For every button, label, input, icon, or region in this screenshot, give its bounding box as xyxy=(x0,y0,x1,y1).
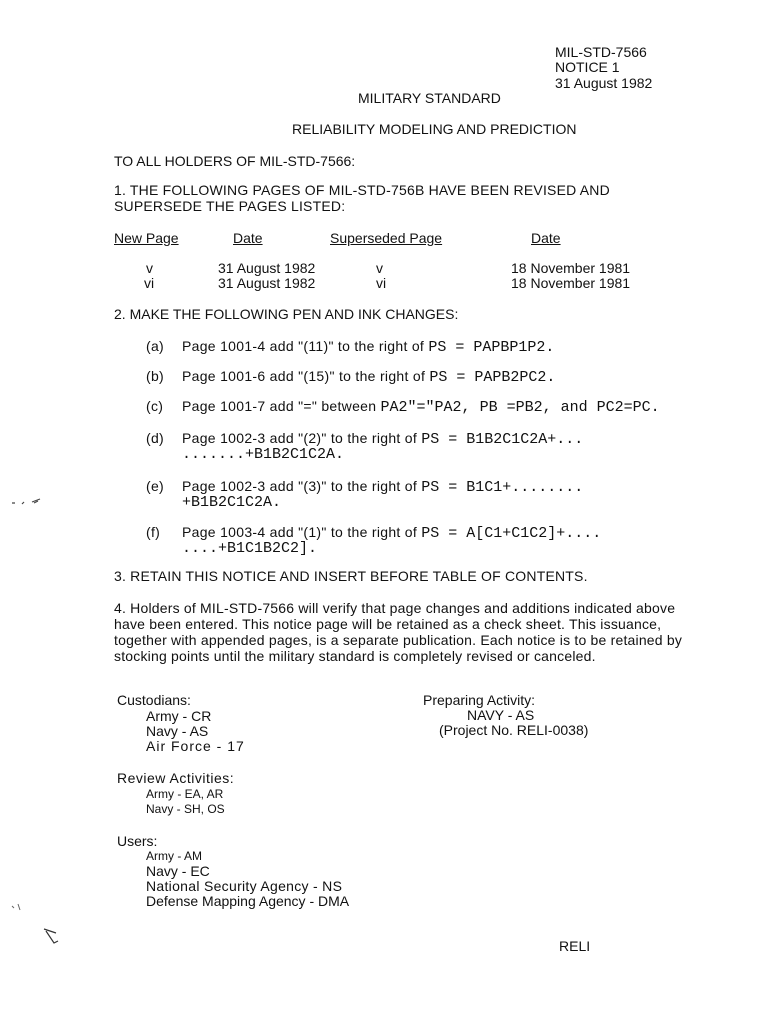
review-activities-heading: Review Activities: xyxy=(117,770,235,786)
users-heading: Users: xyxy=(117,833,158,849)
review-activity-item: Army - EA, AR xyxy=(146,787,224,801)
change-formula: PS = A[C1+C1C2]+.... xyxy=(421,525,602,542)
user-item: Navy - EC xyxy=(146,863,210,879)
change-formula-continued: ....+B1C1B2C2]. xyxy=(182,540,318,557)
change-text: Page 1002-3 add "(2)" to the right of xyxy=(182,430,422,446)
change-label: (d) xyxy=(146,430,165,446)
scan-speck xyxy=(10,495,44,509)
table-header-superseded-page: Superseded Page xyxy=(330,230,443,246)
salutation: TO ALL HOLDERS OF MIL-STD-7566: xyxy=(114,153,356,169)
scan-speck xyxy=(10,900,30,914)
document-id: MIL-STD-7566 xyxy=(555,44,647,60)
user-item: Army - AM xyxy=(146,849,202,863)
table-header-new-page: New Page xyxy=(114,230,179,246)
change-item-b xyxy=(146,368,555,386)
table-cell: 18 November 1981 xyxy=(511,275,631,291)
notice-number: NOTICE 1 xyxy=(555,59,620,75)
change-label: (e) xyxy=(146,478,165,494)
table-cell: vi xyxy=(144,275,155,291)
change-formula: PS = PAPBP1P2. xyxy=(428,339,555,356)
change-label: (b) xyxy=(146,368,165,384)
user-item: Defense Mapping Agency - DMA xyxy=(146,893,350,909)
change-text: Page 1001-6 add "(15)" to the right of xyxy=(182,368,430,384)
change-formula: PA2"="PA2, PB =PB2, and PC2=PC. xyxy=(380,399,660,416)
notice-date: 31 August 1982 xyxy=(555,75,653,91)
change-formula-continued: +B1B2C1C2A. xyxy=(182,494,282,511)
user-item: National Security Agency - NS xyxy=(146,878,343,894)
table-cell: 18 November 1981 xyxy=(511,260,631,276)
change-label: (a) xyxy=(146,338,165,354)
custodians-heading: Custodians: xyxy=(117,692,191,708)
change-formula: PS = PAPB2PC2. xyxy=(429,369,556,386)
table-cell: 31 August 1982 xyxy=(218,260,316,276)
paragraph-2: 2. MAKE THE FOLLOWING PEN AND INK CHANGES: xyxy=(114,306,459,322)
table-cell: vi xyxy=(376,275,387,291)
scan-speck xyxy=(40,925,64,949)
table-header-date: Date xyxy=(233,230,263,246)
page-subtitle: RELIABILITY MODELING AND PREDICTION xyxy=(292,121,577,137)
change-label: (c) xyxy=(146,398,164,414)
page-title: MILITARY STANDARD xyxy=(358,90,501,106)
change-text: Page 1001-4 add "(11)" to the right of xyxy=(182,338,429,354)
change-formula: PS = B1C1+........ xyxy=(421,479,584,496)
table-cell: v xyxy=(146,260,153,276)
custodian-item: Navy - AS xyxy=(146,723,209,739)
custodian-item: Army - CR xyxy=(146,708,212,724)
preparing-activity-item: NAVY - AS xyxy=(467,707,535,723)
change-label: (f) xyxy=(146,524,161,540)
change-text: Page 1002-3 add "(3)" to the right of xyxy=(182,478,422,494)
paragraph-4: 4. Holders of MIL-STD-7566 will verify that page changes and additions indicated above have been entered. This notice page will be retained as a check sheet. This issuance, together with appended pages, is a separate publication. Each notice is to be retained by stocking points until the military standard is completely revised or canceled. xyxy=(114,600,683,664)
page-footer-code: RELI xyxy=(559,938,591,954)
paragraph-1: 1. THE FOLLOWING PAGES OF MIL-STD-756B HAVE BEEN REVISED AND SUPERSEDE THE PAGES LISTED: xyxy=(114,182,610,214)
change-formula-continued: .......+B1B2C1C2A. xyxy=(182,446,345,463)
paragraph-3: 3. RETAIN THIS NOTICE AND INSERT BEFORE TABLE OF CONTENTS. xyxy=(114,568,588,584)
change-formula: PS = B1B2C1C2A+... xyxy=(421,431,584,448)
preparing-activity-item: (Project No. RELI-0038) xyxy=(439,722,589,738)
table-cell: v xyxy=(376,260,383,276)
table-header-date-2: Date xyxy=(531,230,561,246)
custodian-item: Air Force - 17 xyxy=(146,738,245,754)
change-text: Page 1003-4 add "(1)" to the right of xyxy=(182,524,422,540)
preparing-activity-heading: Preparing Activity: xyxy=(423,692,536,708)
change-item-a xyxy=(146,338,554,356)
review-activity-item: Navy - SH, OS xyxy=(146,802,225,816)
table-cell: 31 August 1982 xyxy=(218,275,316,291)
change-text: Page 1001-7 add "=" between xyxy=(182,398,381,414)
change-item-c xyxy=(146,398,660,416)
